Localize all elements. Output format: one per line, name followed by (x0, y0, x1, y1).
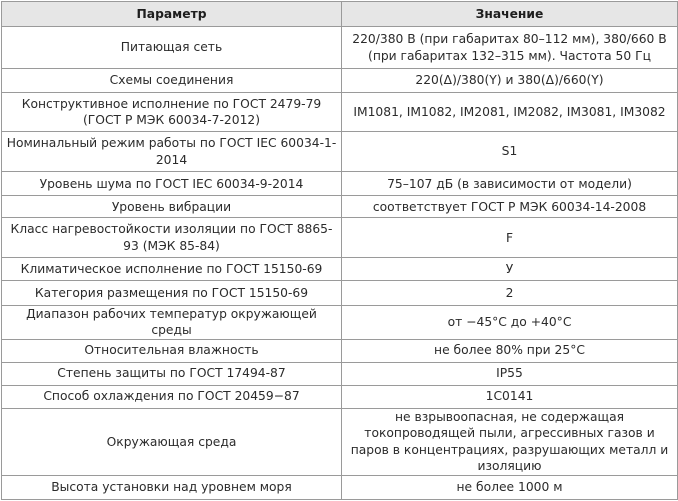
table-row (2, 196, 678, 218)
param-cell: Уровень вибрации (2, 196, 342, 218)
param-cell: Номинальный режим работы по ГОСТ IEC 60034-1-2014 (2, 132, 342, 172)
table-row (2, 408, 678, 475)
value-cell: не более 80% при 25°C (342, 339, 678, 362)
param-cell: Уровень шума по ГОСТ IEC 60034-9-2014 (2, 172, 342, 196)
param-cell: Категория размещения по ГОСТ 15150-69 (2, 281, 342, 305)
column-header-value: Значение (342, 2, 678, 27)
table-header-row (2, 2, 678, 27)
value-cell: 220/380 В (при габаритах 80–112 мм), 380/660 В (при габаритах 132–315 мм). Частота 50 Гц (342, 27, 678, 69)
value-cell: 220(Δ)/380(Y) и 380(Δ)/660(Y) (342, 69, 678, 93)
value-cell: 2 (342, 281, 678, 305)
param-cell: Диапазон рабочих температур окружающей среды (2, 305, 342, 339)
value-cell: IM1081, IM1082, IM2081, IM2082, IM3081, IM3082 (342, 93, 678, 132)
value-cell: соответствует ГОСТ Р МЭК 60034-14-2008 (342, 196, 678, 218)
value-cell: У (342, 258, 678, 281)
param-cell: Способ охлаждения по ГОСТ 20459−87 (2, 385, 342, 408)
specifications-table (1, 1, 678, 500)
value-cell: IP55 (342, 362, 678, 385)
table-row (2, 172, 678, 196)
table-row (2, 362, 678, 385)
table-row (2, 27, 678, 69)
table-row (2, 132, 678, 172)
param-cell: Схемы соединения (2, 69, 342, 93)
param-cell: Высота установки над уровнем моря (2, 475, 342, 499)
table-row (2, 339, 678, 362)
value-cell: S1 (342, 132, 678, 172)
table-row (2, 69, 678, 93)
value-cell: 1С0141 (342, 385, 678, 408)
param-cell: Класс нагревостойкости изоляции по ГОСТ 8865-93 (МЭК 85-84) (2, 218, 342, 258)
value-cell: от −45°C до +40°C (342, 305, 678, 339)
value-cell: не более 1000 м (342, 475, 678, 499)
table-row (2, 305, 678, 339)
param-cell: Климатическое исполнение по ГОСТ 15150-69 (2, 258, 342, 281)
value-cell: F (342, 218, 678, 258)
column-header-parameter: Параметр (2, 2, 342, 27)
table-row (2, 281, 678, 305)
table-row (2, 93, 678, 132)
table-row (2, 385, 678, 408)
value-cell: 75–107 дБ (в зависимости от модели) (342, 172, 678, 196)
param-cell: Относительная влажность (2, 339, 342, 362)
param-cell: Конструктивное исполнение по ГОСТ 2479-79 (ГОСТ Р МЭК 60034-7-2012) (2, 93, 342, 132)
param-cell: Степень защиты по ГОСТ 17494-87 (2, 362, 342, 385)
table-row (2, 218, 678, 258)
param-cell: Окружающая среда (2, 408, 342, 475)
value-cell: не взрывоопасная, не содержащая токопроводящей пыли, агрессивных газов и паров в концентрациях, разрушающих металл и изоляцию (342, 408, 678, 475)
table-row (2, 258, 678, 281)
param-cell: Питающая сеть (2, 27, 342, 69)
table-row (2, 475, 678, 499)
